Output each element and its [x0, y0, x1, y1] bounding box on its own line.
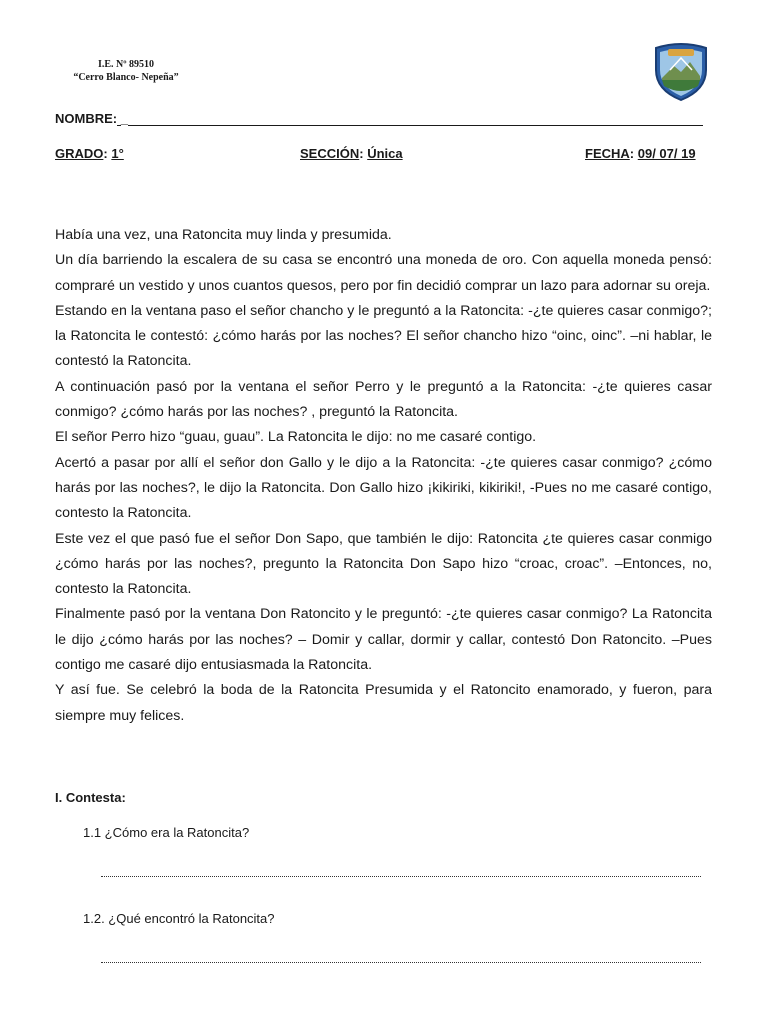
question-1: 1.1 ¿Cómo era la Ratoncita? — [83, 825, 250, 840]
activity-title: I. Contesta: — [55, 790, 126, 805]
story-paragraph: Acertó a pasar por allí el señor don Gallo y le dijo a la Ratoncita: -¿te quieres casar conmigo? ¿cómo harás por las noches?, le dijo la Ratoncita. Don Gallo hizo ¡kikiriki, kikiriki!, -Pues no me casaré contigo, contesto la Ratoncita. — [55, 454, 712, 522]
nombre-field[interactable] — [55, 111, 703, 126]
fecha-value: 09/ 07/ 19 — [637, 146, 696, 161]
story-paragraph: A continuación pasó por la ventana el señor Perro y le preguntó a la Ratoncita: -¿te quieres casar conmigo? ¿cómo harás por las noches? , preguntó la Ratoncita. — [55, 378, 712, 421]
story-text — [55, 223, 712, 729]
fecha-label: FECHA — [585, 146, 630, 161]
school-number: I.E. Nº 89510 — [97, 59, 155, 70]
question-2: 1.2. ¿Qué encontró la Ratoncita? — [83, 911, 275, 926]
story-paragraph: Y así fue. Se celebró la boda de la Ratoncita Presumida y el Ratoncito enamorado, y fueron, para siempre muy felices. — [55, 682, 712, 724]
story-paragraph: Un día barriendo la escalera de su casa se encontró una moneda de oro. Con aquella moneda pensó: compraré un vestido y unos cuantos quesos, pero por fin decidió comprar un lazo para adornar su oreja. — [55, 252, 712, 294]
school-header — [66, 58, 186, 84]
nombre-label: NOMBRE: — [55, 111, 118, 126]
grado-label: GRADO — [55, 146, 104, 161]
story-paragraph: El señor Perro hizo “guau, guau”. La Ratoncita le dijo: no me casaré contigo. — [55, 429, 537, 446]
fecha-field: FECHA: 09/ 07/ 19 — [585, 146, 696, 161]
seccion-field: SECCIÓN: Única — [300, 146, 403, 161]
school-name: “Cerro Blanco- Nepeña” — [73, 72, 179, 83]
story-paragraph: Había una vez, una Ratoncita muy linda y presumida. — [55, 227, 392, 243]
answer-line-1[interactable] — [101, 876, 701, 877]
story-paragraph: Finalmente pasó por la ventana Don Ratoncito y le preguntó: -¿te quieres casar conmigo? La Ratoncita le dijo ¿cómo harás por las noches? – Domir y callar, dormir y callar, contestó Don Ratoncito. –Pues contigo me casaré dijo entusiasmada la Ratoncita. — [55, 606, 712, 674]
school-crest-logo — [650, 40, 712, 102]
seccion-label: SECCIÓN — [300, 146, 360, 161]
answer-line-2[interactable] — [101, 962, 701, 963]
grado-field: GRADO: 1° — [55, 146, 124, 161]
nombre-value: _ — [120, 111, 128, 126]
grado-value: 1° — [111, 146, 124, 161]
seccion-value: Única — [367, 146, 403, 161]
story-paragraph: Estando en la ventana paso el señor chancho y le preguntó a la Ratoncita: -¿te quieres casar conmigo?; la Ratoncita le contestó: ¿cómo harás por las noches? El señor chancho hizo “oinc, oinc”. –ni hablar, le contestó la Ratoncita. — [55, 302, 712, 370]
story-paragraph: Este vez el que pasó fue el señor Don Sapo, que también le dijo: Ratoncita ¿te quieres casar conmigo ¿cómo harás por las noches?, pregunto la Ratoncita Don Sapo hizo “croac, croac”. –Entonces, no, contesto la Ratoncita. — [55, 530, 712, 598]
